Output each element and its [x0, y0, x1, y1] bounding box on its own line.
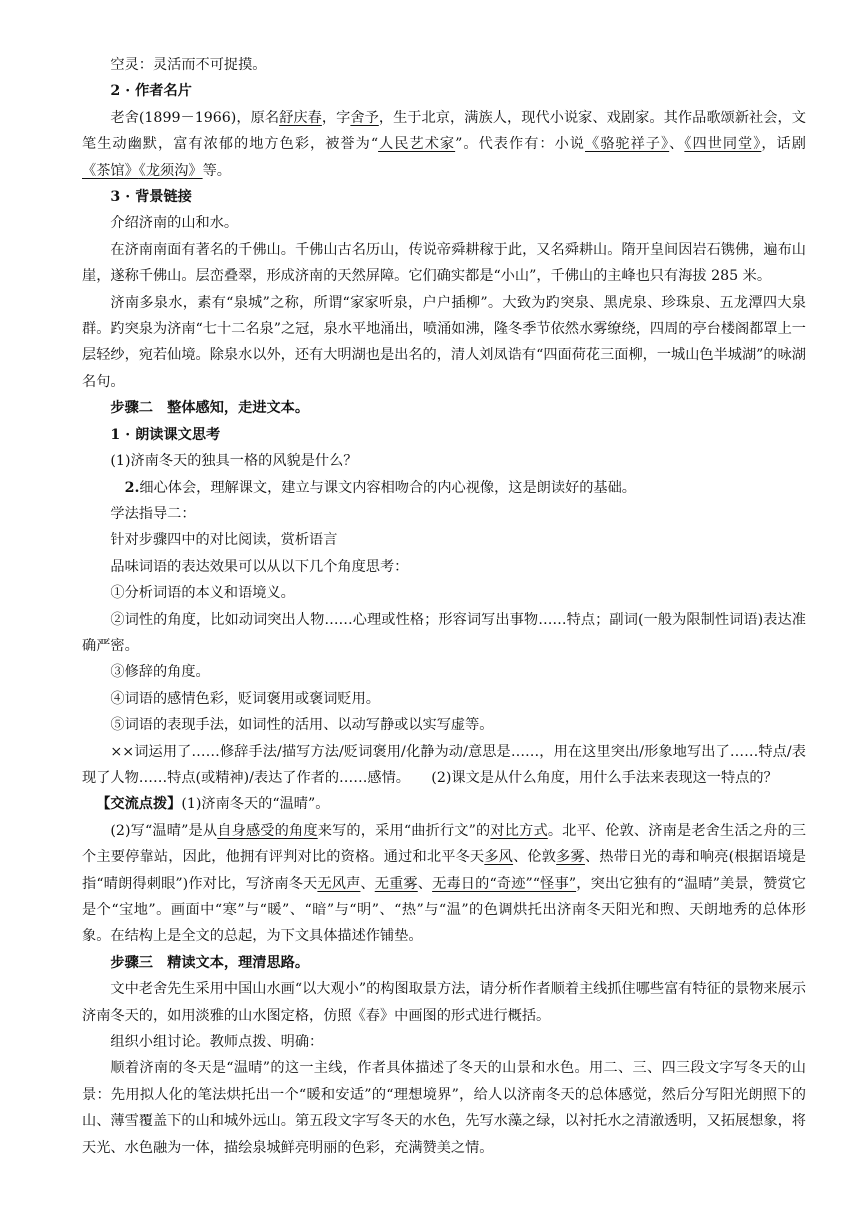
answer-text: 来写的，采用“曲折行文”的	[317, 822, 491, 839]
background-springs: 济南多泉水，素有“泉城”之称，所谓“家家听泉，户户插柳”。大致为趵突泉、黑虎泉、珍珠泉、五龙潭四大泉群。趵突泉为济南“七十二名泉”之冠，泉水平地涌出，喷涌如沸，隆冬季节依然水雾缭绕，四周的亭台楼阁都罩上一层轻纱，宛若仙境。除泉水以外，还有大明湖也是出名的，清人刘凤诰有“四面荷花三面柳，一城山色半城湖”的咏湖名句。	[82, 294, 806, 390]
work-title: 《茶馆》	[82, 162, 139, 179]
section-heading-background: 3 · 背景链接	[110, 189, 192, 206]
key-phrase: 自身感受的角度	[217, 822, 318, 839]
method-point: ③修辞的角度。	[110, 664, 210, 681]
step-three-conclusion: 顺着济南的冬天是“温晴”的这一主线，作者具体描述了冬天的山景和水色。用二、三、四三段文字写冬天的山景：先用拟人化的笔法烘托出一个“暖和安适”的“理想境界”，给人以济南冬天的总体感觉，然后分写阳光朗照下的山、薄雪覆盖下的山和城外远山。第五段文字写冬天的水色，先写水藻之绿，以衬托水之清澈透明，又拓展想象，将天光、水色融为一体，描绘泉城鲜亮明丽的色彩，充满赞美之情。	[82, 1060, 806, 1156]
answer-text: 、	[417, 875, 433, 892]
section-heading-author: 2 · 作者名片	[110, 83, 192, 100]
author-original-name: 舒庆春	[279, 109, 322, 126]
key-phrase: 无重雾	[374, 875, 418, 892]
key-phrase: 无风声	[317, 875, 361, 892]
answer-text: (2)写“温晴”是从	[110, 822, 218, 839]
method-guide-title: 学法指导二：	[110, 505, 196, 522]
tip-text: 细心体会，理解课文，建立与课文内容相吻合的内心视像，这是朗读好的基础。	[139, 479, 636, 496]
author-paragraph	[82, 105, 806, 184]
author-text: 老舍(1899－1966)，原名	[110, 109, 280, 126]
method-point: ④词语的感情色彩，贬词褒用或褒词贬用。	[110, 690, 380, 707]
vocab-definition: 空灵：灵活而不可捉摸。	[110, 57, 267, 73]
method-point: ②词性的角度，比如动词突出人物……心理或性格；形容词写出事物……特点；副词(一般为限制性词语)表达准确严密。	[82, 611, 806, 654]
work-title: 《龙须沟》	[138, 162, 203, 179]
question-one: (1)济南冬天的独具一格的风貌是什么？	[110, 453, 358, 470]
exchange-answer-one: (1)济南冬天的“温晴”。	[181, 796, 330, 813]
template-text: ××词运用了……修辞手法/描写方法/贬词褒用/化静为动/意思是……，用在这里突出/形象地写出了……特点/表现了人物……特点(或精神)/表达了作者的……感情。	[82, 743, 806, 786]
step-two-heading: 步骤二 整体感知，走进文本。	[110, 400, 310, 417]
author-courtesy-name: 舍予	[350, 109, 379, 126]
exchange-label: 【交流点拨】	[96, 796, 182, 813]
answer-text: ，突出它独有的“温晴”美景，赞赏它是个“宝地”。画面中“寒”与“暖”、“暗”与“明”、“热”与“温”的色调烘托出济南冬天阳光和煦、天朗地秀的总体形象。在结构上是全文的总起，为下文具体描述作铺垫。	[82, 875, 806, 945]
separator: 、	[669, 136, 685, 153]
step-three-heading: 步骤三 精读文本，理清思路。	[110, 954, 310, 971]
key-phrase: 无毒日的“奇迹”“怪事”	[432, 875, 577, 892]
work-title: 《四世同堂》	[684, 136, 762, 153]
method-point: ①分析词语的本义和语境义。	[110, 585, 295, 602]
author-text: ，话剧	[761, 136, 806, 153]
answer-text: 、	[360, 875, 375, 892]
method-template	[82, 739, 806, 792]
background-mountains: 在济南南面有著名的千佛山。千佛山古名历山，传说帝舜耕稼于此，又名舜耕山。隋开皇间因岩石镌佛，遍布山崖，遂称千佛山。层峦叠翠，形成济南的天然屏障。它们确实都是“小山”，千佛山的主峰也只有海拔 285 米。	[82, 241, 806, 285]
author-text: ”。代表作有：小说	[455, 136, 586, 153]
answer-text: 、热带日光的毒和响亮(根据语境是指“晴朗得刺眼”)作对比，写济南冬天	[82, 849, 806, 892]
answer-text: 。北平、伦敦、济南是老舍生活之舟的三个主要停靠站，因此，他拥有评判对比的资格。通过和北平冬天	[82, 822, 806, 866]
exchange-paragraph	[82, 791, 806, 817]
question-two: (2)课文是从什么角度，用什么手法来表现这一特点的？	[431, 769, 778, 786]
reading-heading: 1 · 朗读课文思考	[110, 426, 221, 443]
step-three-discussion: 组织小组讨论。教师点拨、明确：	[110, 1034, 324, 1051]
author-text: ，生于北京，满族人，现代小说家、戏剧家。其作品歌颂新社会，文笔生动幽默，富有浓郁的地方色彩，被誉为“	[82, 109, 806, 153]
method-guide-line: 针对步骤四中的对比阅读，赏析语言	[110, 532, 338, 549]
reading-tip	[82, 475, 806, 501]
method-point: ⑤词语的表现手法，如词性的活用、以动写静或以实写虚等。	[110, 717, 494, 734]
background-intro: 介绍济南的山和水。	[110, 215, 239, 232]
author-honorific: 人民艺术家	[378, 136, 456, 153]
key-phrase: 对比方式	[490, 822, 548, 839]
answer-text: 、伦敦	[513, 849, 557, 866]
key-phrase: 多风	[484, 849, 514, 866]
author-text: 等。	[202, 162, 231, 179]
exchange-answer-two	[82, 818, 806, 950]
step-three-task: 文中老舍先生采用中国山水画“以大观小”的构图取景方法，请分析作者顺着主线抓住哪些富有特征的景物来展示济南冬天的，如用淡雅的山水图定格，仿照《春》中画图的形式进行概括。	[82, 981, 806, 1024]
method-guide-line: 品味词语的表达效果可以从以下几个角度思考：	[110, 558, 409, 575]
tip-number: 2.	[124, 479, 140, 496]
key-phrase: 多雾	[556, 849, 585, 866]
work-title: 《骆驼祥子》	[585, 136, 670, 153]
author-text: ，字	[321, 109, 351, 126]
